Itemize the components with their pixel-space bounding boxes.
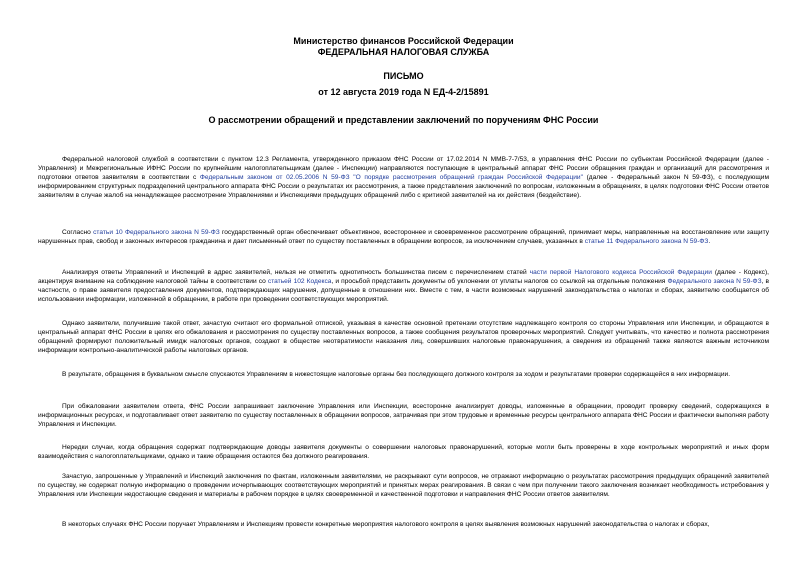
paragraph-8: Зачастую, запрошенные у Управлений и Инспекций заключения по фактам, изложенным заявителями, не раскрывают сути вопросов, не отражают информацию о результатах рассмотрения предыдущих обращений заявителей по существу, не содержат полную информацию о проведении исчерпывающих соответствующих мероприятий и принятых мерах реагирования. В связи с чем при получении такого заключения возникает необходимость истребования у Управления или Инспекции недостающие сведения и материалы в рабочем порядке в целях своевременной и качественной подготовки и направления ФНС России ответов заявителям. <box>38 473 769 499</box>
p3-text-3: , и просьбой представить документы об уклонении от уплаты налогов со ссылкой на отдельные положения <box>331 278 668 286</box>
paragraph-1 <box>38 155 769 200</box>
link-article-10[interactable]: статьи 10 Федерального закона N 59-ФЗ <box>93 229 220 236</box>
p1-text-1: Федеральной налоговой службой в соответствии с пунктом 12.3 Регламента, утвержденного приказом ФНС России от 17.02.2014 N ММВ-7-7/53, в управления ФНС России по субъектам Российской Федерации (далее - Управления) и Межрегиональные ИФНС России по крупнейшим налогоплательщикам (далее - Инспекции) направляются поступающие в центральный аппарат ФНС России обращения граждан и организаций для рассмотрения и подготовки ответов заявителям в соответствии с <box>38 156 769 182</box>
paragraph-6: При обжаловании заявителем ответа, ФНС России запрашивает заключение Управления или Инспекции, всесторонне анализирует доводы, изложенные в обращении, проводит проверку сведений, содержащихся в информационных ресурсах, и подготавливает ответ заявителю по существу поставленных в обращении вопросов, затрачивая при этом трудовые и временные ресурсы центрального аппарата ФНС России и фактически выполняя работу Управления и Инспекции. <box>38 403 769 429</box>
document-subject: О рассмотрении обращений и представлении заключений по поручениям ФНС России <box>208 115 599 125</box>
p1-text-2: (далее - Федеральный закон N 59-ФЗ), с последующим информированием структурных подразделений центрального аппарата ФНС России о результатах их рассмотрения, а также представления заключений по вопросам, изложенным в обращениях, в целях подготовки ФНС России ответов заявителям в случае жалоб на ненадлежащее рассмотрение Управлениями и Инспекциями предыдущих обращений либо с критикой заявителей на их действия (бездействие). <box>38 174 769 200</box>
paragraph-5: В результате, обращения в буквальном смысле спускаются Управлениям в нижестоящие налоговые органы без последующего должного контроля за ходом и результатами проверки содержащейся в них информации. <box>62 371 731 378</box>
link-article-11[interactable]: статье 11 Федерального закона N 59-ФЗ <box>584 238 709 246</box>
link-article-102[interactable]: статьей 102 Кодекса <box>267 278 332 286</box>
paragraph-7: Нередки случаи, когда обращения содержат подтверждающие доводы заявителя документы о совершении налоговых правонарушений, которые могли быть проверены в ходе контрольных мероприятий и иных форм взаимодействия с налогоплательщиками, однако и такие обращения остаются без должного реагирования. <box>38 444 769 461</box>
document-date-number: от 12 августа 2019 года N ЕД-4-2/15891 <box>318 87 489 97</box>
link-federal-law-59-b[interactable]: Федерального закона N 59-ФЗ <box>667 278 762 286</box>
p2-text-3: . <box>708 238 711 246</box>
p2-text-2: государственный орган обеспечивает объективное, всестороннее и своевременное рассмотрение обращений, принимает меры, направленные на восстановление или защиту нарушенных прав, свобод и законных интересов гражданина и дает письменный ответ по существу поставленных в обращении вопросов, за исключением случаев, указанных в <box>38 229 769 246</box>
paragraph-4: Однако заявители, получившие такой ответ, зачастую считают его формальной отпиской, указывая в качестве основной претензии отсутствие надлежащего контроля со стороны Управления или Инспекции, и обращаются в центральный аппарат ФНС России в целях его обжалования и рассмотрения по существу поставленных вопросов, а также сообщения результатов проверочных мероприятий. Следует учитывать, что качество и полнота рассмотрения обращений формируют положительный имидж налоговых органов, создают в обществе неотвратимости наказания лиц, совершивших налоговые правонарушения, а сведения из обращений также являются важным источником информации контрольно-аналитической работы налоговых органов. <box>38 320 769 355</box>
service-title: ФЕДЕРАЛЬНАЯ НАЛОГОВАЯ СЛУЖБА <box>317 47 490 57</box>
paragraph-2 <box>38 228 769 246</box>
p2-text-1: Согласно <box>62 229 94 236</box>
document-type: ПИСЬМО <box>383 71 424 81</box>
link-tax-code-part-1[interactable]: части первой Налогового кодекса Российской Федерации <box>529 269 712 276</box>
p3-text-2: (далее - Кодекс), акцентируя внимание на соблюдение налоговой тайны в соответствии со <box>38 269 769 286</box>
ministry-title: Министерство финансов Российской Федерации <box>293 36 514 46</box>
p3-text-1: Анализируя ответы Управлений и Инспекций в адрес заявителей, нельзя не отметить однотипность большинства писем с перечислением статей <box>62 269 530 276</box>
p3-text-4: , в частности, о праве заявителя предоставления документов, подтверждающих нарушения, допущенные в отношении них. Вместе с тем, в части возможных нарушений законодательства о налогах и сборах, заявителю сообщается об использовании информации, изложенной в обращении, в работе при проведении соответствующих мероприятий. <box>38 278 769 304</box>
paragraph-9: В некоторых случаях ФНС России поручает Управлениям и Инспекциям провести конкретные мероприятия налогового контроля в целях выявления возможных нарушений законодательства о налогах и сборах, <box>62 521 710 528</box>
link-federal-law-59[interactable]: Федеральным законом от 02.05.2006 N 59-ФЗ "О порядке рассмотрения обращений граждан Российской Федерации" <box>199 174 583 182</box>
paragraph-3 <box>38 268 769 304</box>
